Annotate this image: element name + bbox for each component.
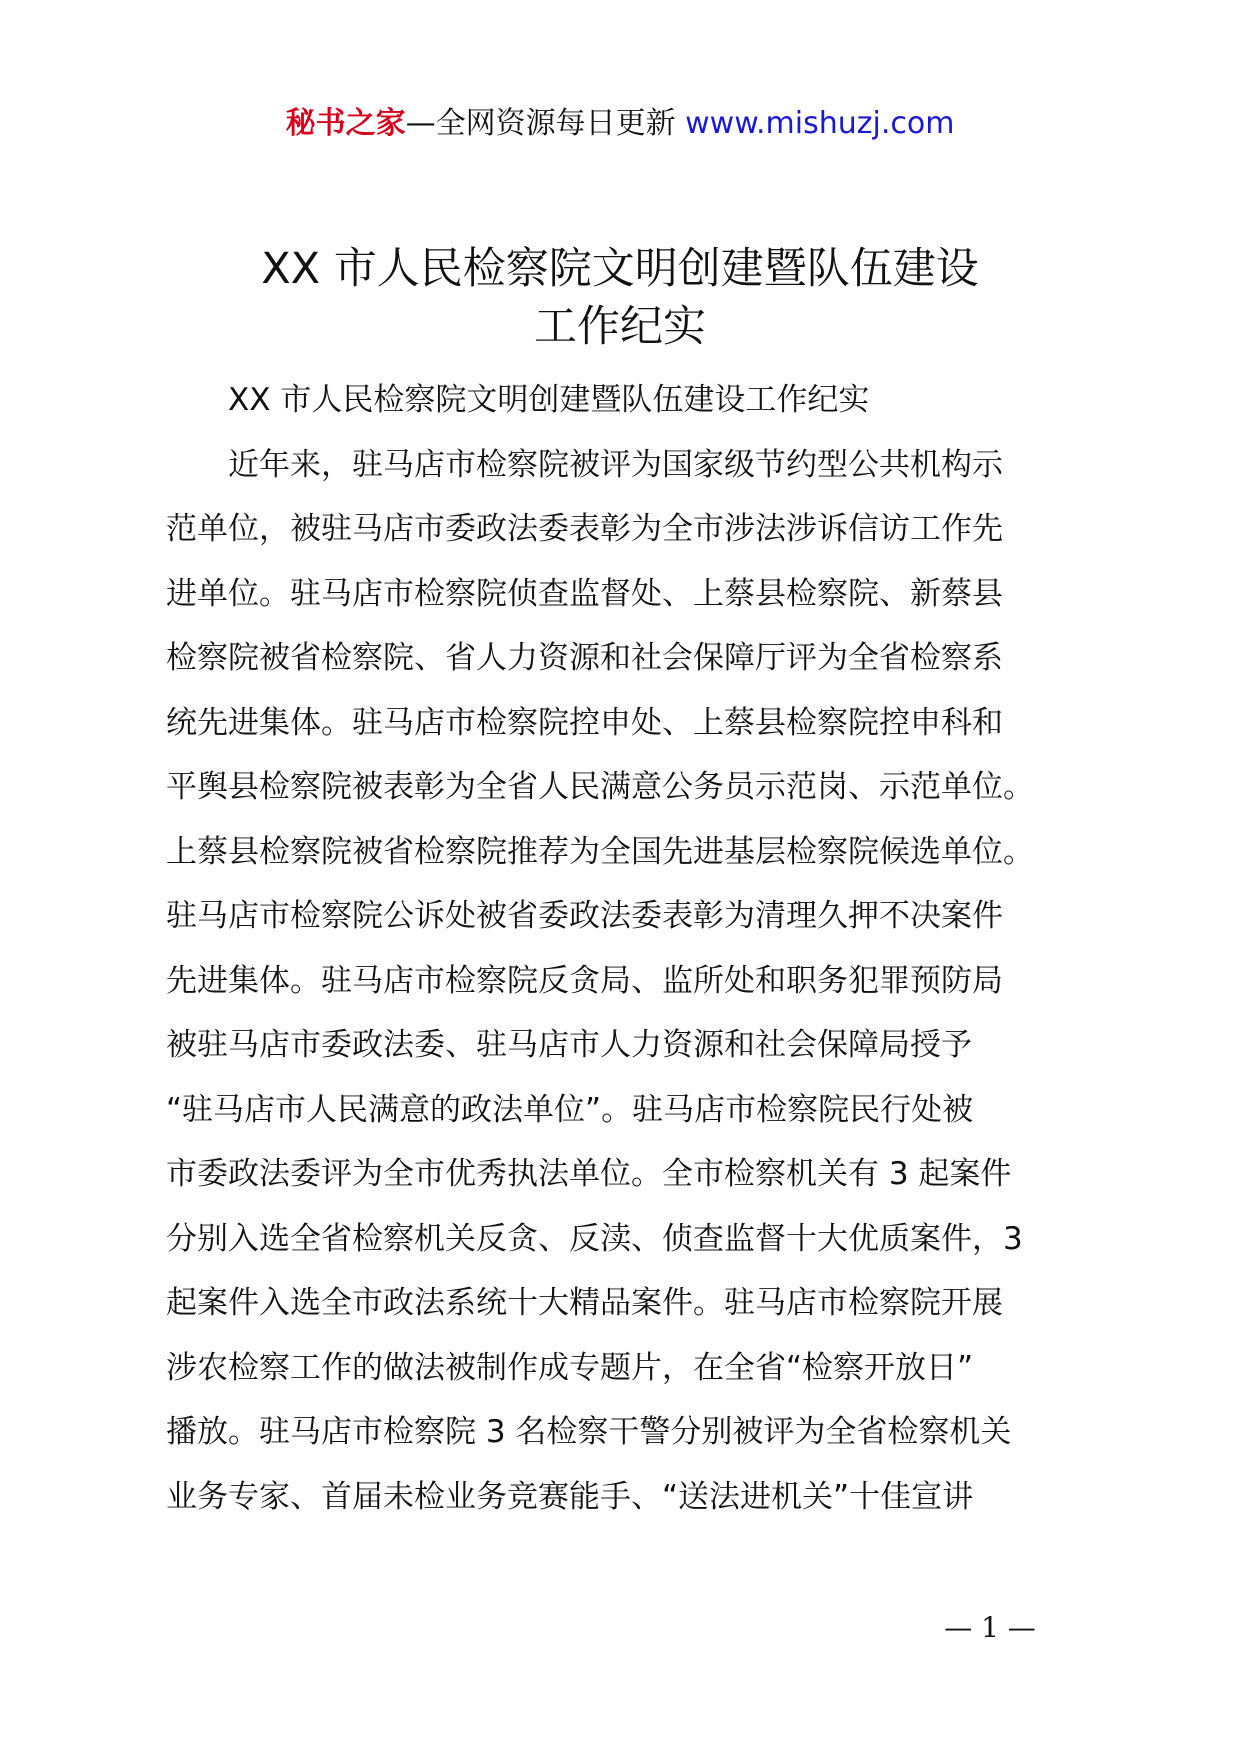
header-tagline: —全网资源每日更新	[405, 106, 686, 141]
paragraph-line: 分别入选全省检察机关反贪、反渎、侦查监督十大优质案件，3	[166, 1220, 1023, 1257]
paragraph-line: 检察院被省检察院、省人力资源和社会保障厅评为全省检察系	[166, 640, 1003, 676]
title-line-1: XX 市人民检察院文明创建暨队伍建设	[261, 244, 979, 294]
paragraph-line: 涉农检察工作的做法被制作成专题片，在全省“检察开放日”	[166, 1349, 974, 1386]
paragraph-line: 市委政法委评为全市优秀执法单位。全市检察机关有 3 起案件	[166, 1156, 1012, 1192]
paragraph-line: 范单位，被驻马店市委政法委表彰为全市涉法涉诉信访工作先	[166, 511, 1003, 547]
paragraph-line: 近年来，驻马店市检察院被评为国家级节约型公共机构示	[228, 446, 1003, 483]
paragraph-line: 播放。驻马店市检察院 3 名检察干警分别被评为全省检察机关	[166, 1414, 1012, 1450]
paragraph-line: 先进集体。驻马店市检察院反贪局、监所处和职务犯罪预防局	[166, 962, 1003, 999]
paragraph-line: 起案件入选全市政法系统十大精品案件。驻马店市检察院开展	[166, 1285, 1003, 1321]
document-title	[0, 240, 1240, 356]
page-number: — 1 —	[944, 1611, 1036, 1644]
site-header	[0, 100, 1240, 148]
paragraph-line: 统先进集体。驻马店市检察院控申处、上蔡县检察院控申科和	[166, 704, 1003, 741]
header-url: www.mishuzj.com	[685, 106, 955, 141]
subtitle-line: XX 市人民检察院文明创建暨队伍建设工作纪实	[228, 382, 870, 418]
document-body	[166, 368, 1086, 1529]
paragraph-line: 进单位。驻马店市检察院侦查监督处、上蔡县检察院、新蔡县	[166, 575, 1003, 612]
paragraph-line: 业务专家、首届未检业务竞赛能手、“送法进机关”十佳宣讲	[166, 1478, 974, 1515]
brand-name: 秘书之家	[285, 106, 406, 141]
paragraph-line: 驻马店市检察院公诉处被省委政法委表彰为清理久押不决案件	[166, 898, 1003, 934]
paragraph-line: 平舆县检察院被表彰为全省人民满意公务员示范岗、示范单位。	[166, 769, 1034, 805]
paragraph-line: “驻马店市人民满意的政法单位”。驻马店市检察院民行处被	[166, 1091, 974, 1128]
title-line-2: 工作纪实	[534, 302, 706, 352]
paragraph-line: 被驻马店市委政法委、驻马店市人力资源和社会保障局授予	[166, 1027, 972, 1063]
paragraph-line: 上蔡县检察院被省检察院推荐为全国先进基层检察院候选单位。	[166, 833, 1034, 870]
